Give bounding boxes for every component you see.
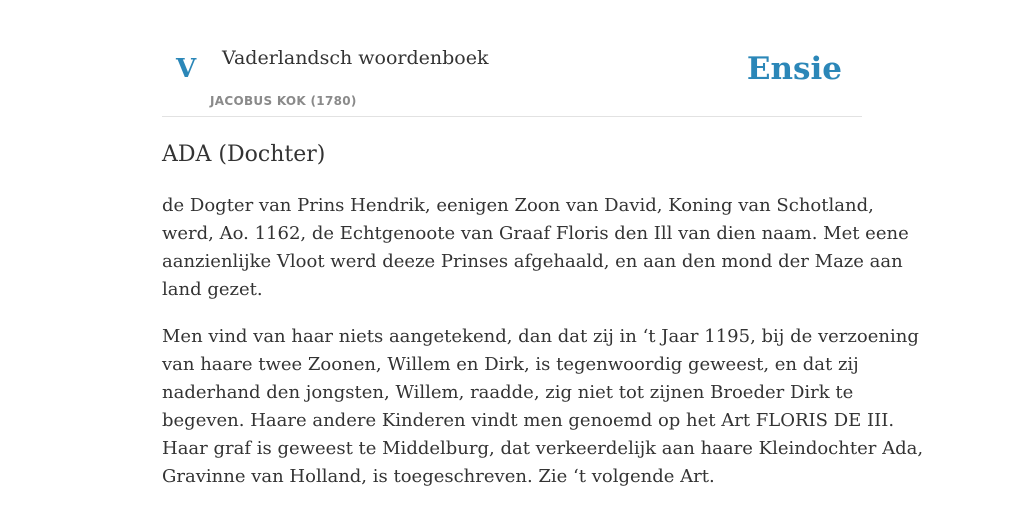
entry-body	[162, 192, 924, 510]
text-line: begeven. Haare andere Kinderen vindt men genoemd op het Art FLORIS DE III.	[162, 410, 895, 431]
text-line: Gravinne van Holland, is toegeschreven. Zie ‘t volgende Art.	[162, 466, 715, 487]
brand-logo[interactable]: Ensie	[746, 51, 842, 87]
text-line: Men vind van haar niets aangetekend, dan dat zij in ‘t Jaar 1195, bij de verzoening	[162, 326, 919, 347]
text-line: Haar graf is geweest te Middelburg, dat verkeerdelijk aan haare Kleindochter Ada,	[162, 438, 924, 459]
book-logo-icon[interactable]: V	[176, 54, 197, 84]
text-line: van haare twee Zoonen, Willem en Dirk, is tegenwoordig geweest, en dat zij	[162, 354, 859, 375]
text-line: land gezet.	[162, 279, 263, 300]
header	[162, 0, 862, 117]
text-line: aanzienlijke Vloot werd deeze Prinses afgehaald, en aan den mond der Maze aan	[162, 251, 903, 272]
text-line: werd, Ao. 1162, de Echtgenoote van Graaf Floris den Ill van dien naam. Met eene	[162, 223, 909, 244]
book-title[interactable]: Vaderlandsch woordenboek	[222, 47, 489, 69]
entry-paragraph	[162, 323, 924, 491]
book-author: JACOBUS KOK (1780)	[210, 94, 357, 108]
text-line: de Dogter van Prins Hendrik, eenigen Zoon van David, Koning van Schotland,	[162, 195, 874, 216]
entry-title: ADA (Dochter)	[162, 142, 326, 167]
entry-paragraph	[162, 192, 909, 304]
text-line: naderhand den jongsten, Willem, raadde, zig niet tot zijnen Broeder Dirk te	[162, 382, 854, 403]
